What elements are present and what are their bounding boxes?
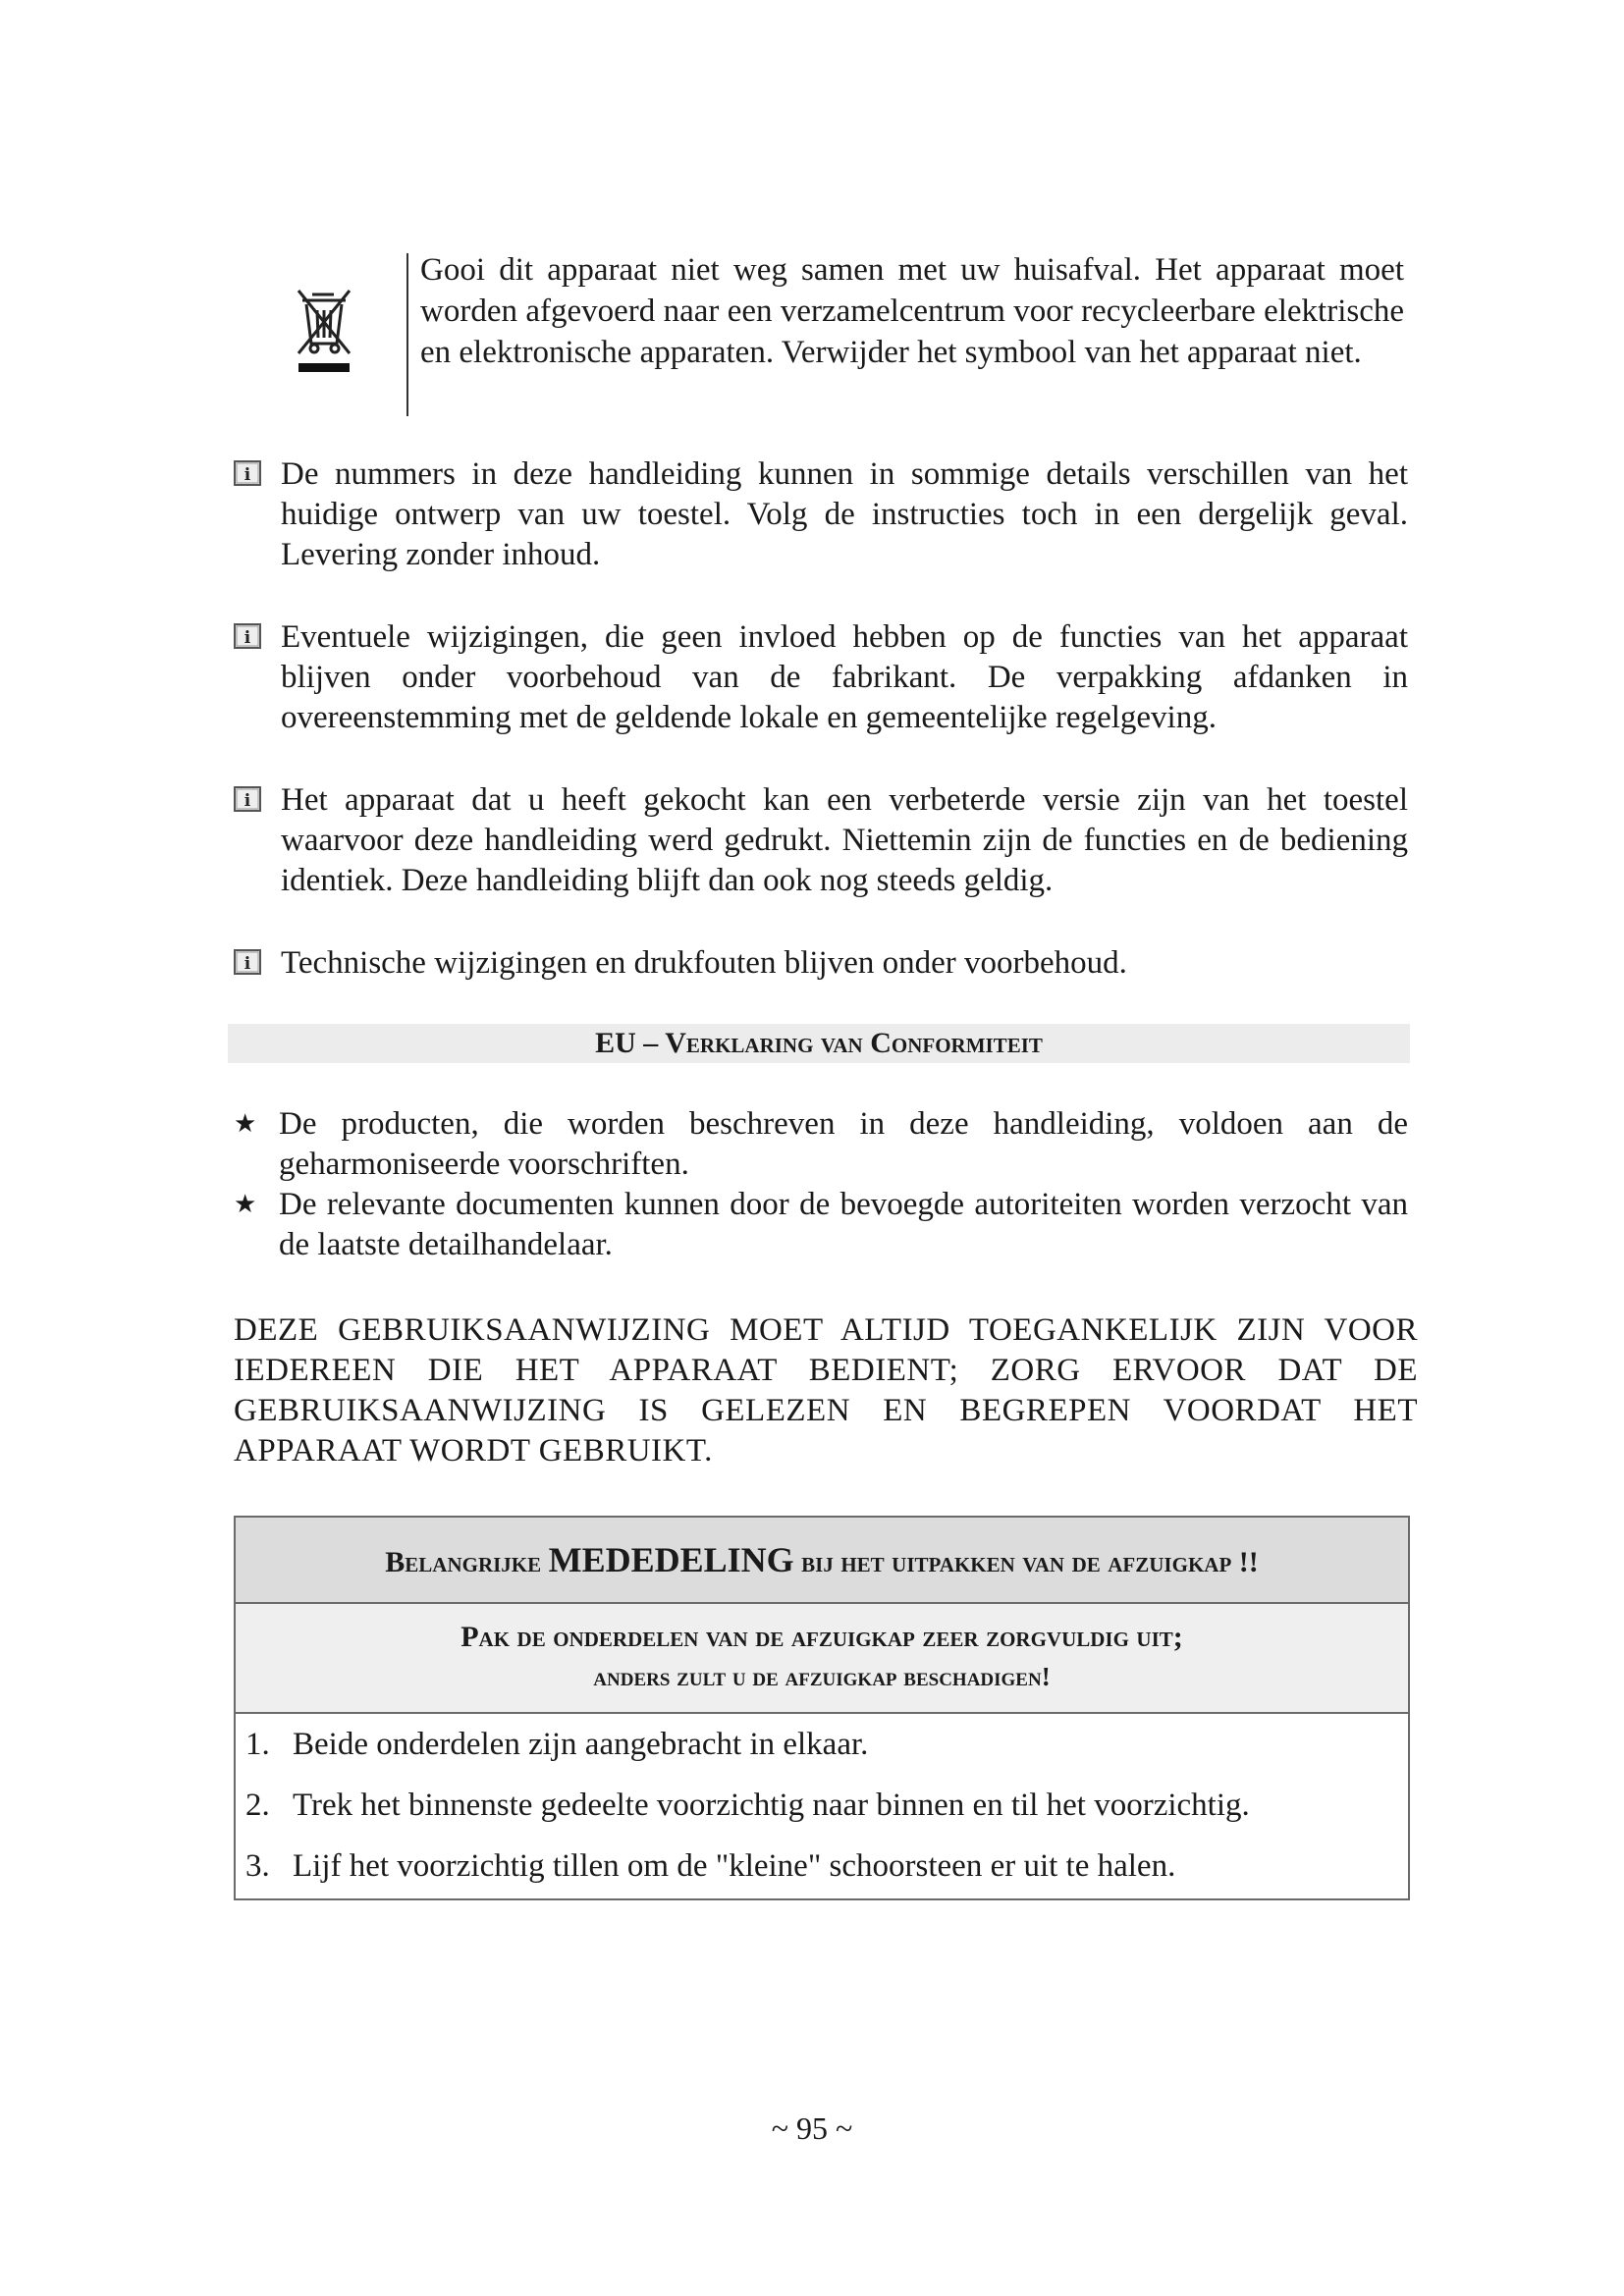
notice-header-post: bij het uitpakken van de afzuigkap !! — [801, 1546, 1259, 1578]
notice-header-pre: Belangrijke — [385, 1546, 542, 1578]
list-item — [245, 1785, 1408, 1826]
weee-crossed-bin-icon — [285, 287, 363, 377]
unpacking-notice-table — [234, 1516, 1410, 1900]
star-bullet-icon: ★ — [234, 1109, 257, 1139]
info-icon — [234, 460, 261, 486]
bullet-text: De producten, die worden beschreven in deze handleiding, voldoen aan de geharmoniseerde voorschriften. — [279, 1106, 1408, 1182]
notice-header — [236, 1518, 1408, 1604]
svg-text:i: i — [244, 628, 251, 648]
list-item — [245, 1724, 1408, 1765]
notice-sub-line1: Pak de onderdelen van de afzuigkap zeer zorgvuldig uit; — [460, 1621, 1183, 1653]
manual-access-warning: DEZE GEBRUIKSAANWIJZING MOET ALTIJD TOEGANKELIJK ZIJN VOOR IEDEREEN DIE HET APPARAAT BEDIENT; ZORG ERVOOR DAT DE GEBRUIKSAANWIJZING IS GELEZEN EN BEGREPEN VOORDAT HET APPARAAT WORDT GEBRUIKT. — [234, 1312, 1418, 1468]
weee-divider-line — [406, 253, 408, 416]
step-number: 2. — [245, 1788, 270, 1823]
info-note-text: De nummers in deze handleiding kunnen in sommige details verschillen van het huidige ontwerp van uw toestel. Volg de instructies toch in een dergelijk geval. Levering zonder inhoud. — [281, 456, 1408, 572]
step-number: 1. — [245, 1727, 270, 1762]
info-note-text: Het apparaat dat u heeft gekocht kan een verbeterde versie zijn van het toestel waarvoor deze handleiding werd gedrukt. Niettemin zijn de functies en de bediening identiek. Deze handleiding blijft dan ook nog steeds geldig. — [281, 782, 1408, 898]
list-item — [234, 1104, 1408, 1185]
step-text: Beide onderdelen zijn aangebracht in elkaar. — [293, 1727, 869, 1762]
conformity-bullet-list — [234, 1104, 1408, 1265]
info-note — [234, 943, 1408, 984]
info-icon — [234, 949, 261, 975]
step-number: 3. — [245, 1848, 270, 1884]
bullet-text: De relevante documenten kunnen door de bevoegde autoriteiten worden verzocht van de laatste detailhandelaar. — [279, 1187, 1408, 1262]
info-note-text: Technische wijzigingen en drukfouten blijven onder voorbehoud. — [281, 945, 1127, 981]
svg-text:i: i — [244, 954, 251, 974]
info-note — [234, 454, 1408, 575]
eu-conformity-heading: EU – Verklaring van Conformiteit — [228, 1024, 1410, 1063]
svg-text:i: i — [244, 791, 251, 811]
step-text: Lijf het voorzichtig tillen om de "kleine" schoorsteen er uit te halen. — [293, 1848, 1176, 1884]
star-bullet-icon: ★ — [234, 1190, 257, 1219]
notice-header-big: MEDEDELING — [548, 1540, 794, 1579]
weee-disposal-text: Gooi dit apparaat niet weg samen met uw huisafval. Het apparaat moet worden afgevoerd naar een verzamelcentrum voor recycleerbare elektrische en elektronische apparaten. Verwijder het symbool van het apparaat niet. — [420, 252, 1404, 370]
page-number: ~ 95 ~ — [771, 2110, 853, 2146]
notice-steps — [236, 1714, 1408, 1898]
list-item — [245, 1845, 1408, 1887]
svg-text:i: i — [244, 465, 251, 485]
info-note — [234, 780, 1408, 901]
notice-subheader — [236, 1604, 1408, 1714]
list-item — [234, 1185, 1408, 1265]
step-text: Trek het binnenste gedeelte voorzichtig naar binnen en til het voorzichtig. — [293, 1788, 1250, 1823]
notice-sub-line2: anders zult u de afzuigkap beschadigen! — [593, 1662, 1051, 1691]
info-icon — [234, 623, 261, 649]
info-note-text: Eventuele wijzigingen, die geen invloed hebben op de functies van het apparaat blijven onder voorbehoud van de fabrikant. De verpakking afdanken in overeenstemming met de geldende lokale en gemeentelijke regelgeving. — [281, 619, 1408, 735]
info-icon — [234, 786, 261, 812]
info-note — [234, 617, 1408, 738]
